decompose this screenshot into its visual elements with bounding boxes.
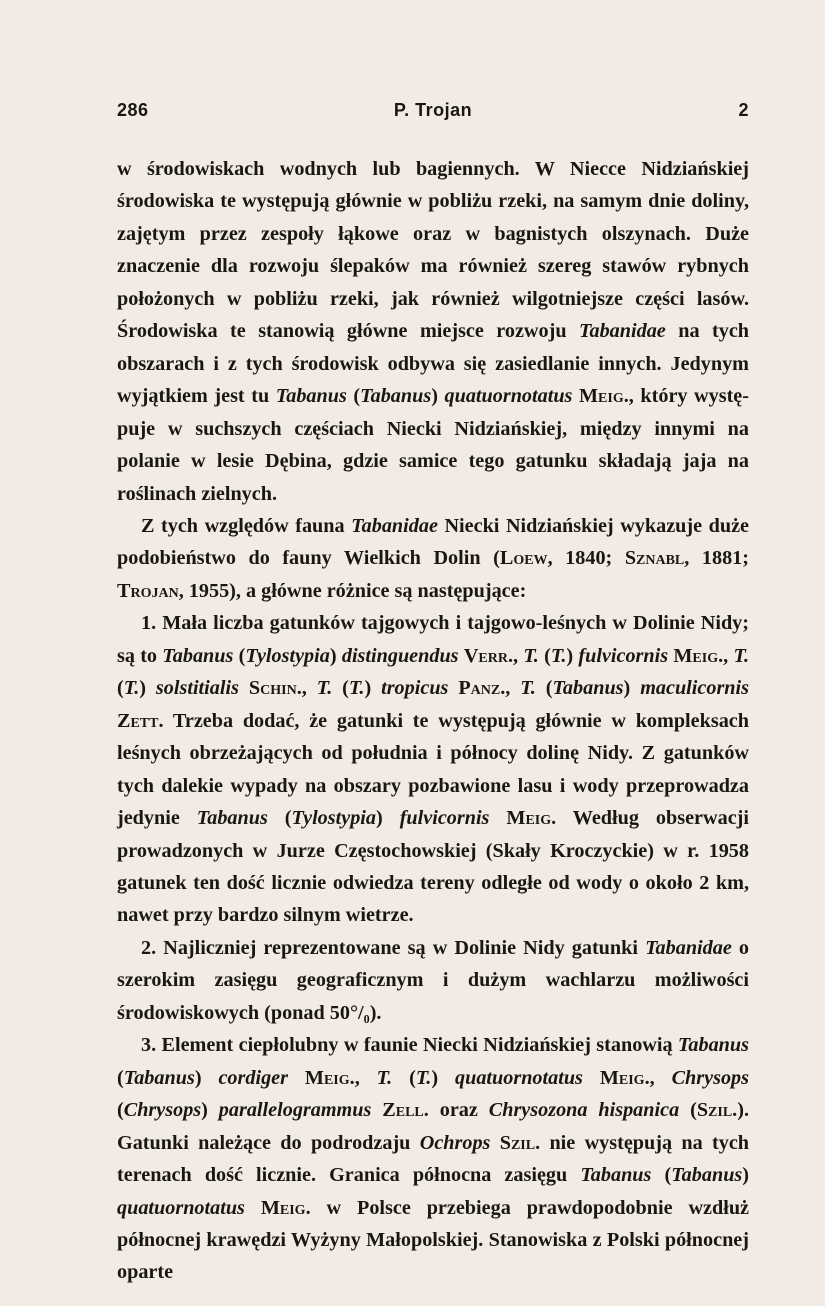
italic-run: T. bbox=[523, 644, 539, 667]
text-run bbox=[489, 807, 506, 829]
italic-run: Tabanus bbox=[196, 807, 268, 830]
text-run bbox=[448, 677, 458, 699]
italic-run: parallelogrammus bbox=[218, 1099, 372, 1122]
text-run: o szerokim zasięgu geograficznym i dużym wachlarzu możliwości środowiskowych (ponad 50°/₀). bbox=[117, 936, 750, 1024]
text-run: ., bbox=[349, 1066, 377, 1089]
text-run: ., bbox=[296, 677, 317, 700]
italic-run: Tylostypia bbox=[245, 644, 330, 667]
smallcaps-run: Meig bbox=[599, 1066, 645, 1089]
text-run: .). Gatunki należące do podrodzaju bbox=[117, 1099, 749, 1154]
italic-run: T. bbox=[123, 677, 140, 700]
italic-run: solstitialis bbox=[155, 677, 239, 700]
smallcaps-run: Panz bbox=[458, 677, 501, 700]
text-run bbox=[239, 677, 249, 699]
italic-run: Tabanidae bbox=[645, 936, 732, 959]
smallcaps-run: Meig bbox=[260, 1196, 306, 1219]
italic-run: Ochrops bbox=[419, 1131, 491, 1154]
italic-run: quatuornotatus bbox=[117, 1196, 245, 1219]
text-run bbox=[490, 1132, 499, 1154]
text-run: ., bbox=[500, 677, 521, 700]
text-run: , 1881; bbox=[684, 547, 749, 570]
italic-run: fulvicornis bbox=[399, 807, 490, 830]
text-run: ) bbox=[329, 644, 342, 667]
italic-run: Tabanidae bbox=[351, 514, 438, 537]
smallcaps-run: Sznabl bbox=[624, 547, 685, 570]
italic-run: fulvicornis bbox=[578, 644, 669, 667]
smallcaps-run: Meig bbox=[304, 1066, 350, 1089]
text-run: , 1840; bbox=[547, 547, 625, 570]
text-run: ( bbox=[332, 677, 349, 700]
text-run bbox=[245, 1197, 261, 1219]
italic-run: Tabanus bbox=[671, 1164, 743, 1187]
body-text bbox=[117, 153, 749, 1289]
text-run: ) bbox=[139, 677, 156, 700]
page-number: 286 bbox=[117, 100, 149, 120]
italic-run: Tabanus bbox=[580, 1164, 652, 1187]
paragraph bbox=[117, 1029, 749, 1289]
text-run: , 1955), a główne różnice są następujące: bbox=[178, 579, 527, 602]
text-run: ( bbox=[117, 1099, 124, 1122]
text-run bbox=[288, 1067, 305, 1089]
smallcaps-run: Zell bbox=[382, 1099, 424, 1122]
text-run: ( bbox=[679, 1099, 697, 1122]
text-run: ., bbox=[507, 644, 524, 667]
smallcaps-run: Schin bbox=[248, 677, 297, 700]
italic-run: T. bbox=[520, 677, 536, 700]
text-run: ) bbox=[742, 1164, 750, 1187]
text-run: ., bbox=[718, 644, 734, 667]
paragraph bbox=[117, 607, 749, 932]
text-run: . Trzeba dodać, że gatunki te występują głównie w kompleksach leśnych obrzeżających od południa i północy dolinę Nidy. Z gatunków tych dalekie wypady na obszary pozbawione lasu i wody przeprowadza jedynie bbox=[117, 709, 749, 830]
italic-run: T. bbox=[316, 677, 333, 700]
text-run: 1. Mała liczba gatunków tajgowych i tajgowo-leśnych w Dolinie Nidy; są to bbox=[117, 612, 749, 667]
text-run: ( bbox=[267, 807, 292, 830]
text-run: ) bbox=[566, 644, 579, 667]
text-run: 3. Element ciepłolubny w faunie Niecki Nidziańskiej stanowią bbox=[141, 1034, 678, 1057]
italic-run: Tabanus bbox=[162, 644, 234, 667]
text-run: ) bbox=[194, 1066, 219, 1089]
text-run: ) bbox=[431, 1066, 455, 1089]
smallcaps-run: Zett bbox=[117, 709, 159, 732]
text-run: ( bbox=[651, 1164, 672, 1187]
text-run bbox=[572, 385, 579, 407]
text-run: . oraz bbox=[423, 1099, 489, 1122]
italic-run: Tabanus bbox=[123, 1066, 195, 1089]
italic-run: Chrysops bbox=[123, 1099, 202, 1122]
smallcaps-run: Trojan bbox=[117, 579, 179, 602]
text-run: 2. Najliczniej reprezentowane są w Dolinie Nidy gatunki bbox=[141, 936, 646, 959]
text-run: ( bbox=[233, 644, 246, 667]
italic-run: distinguendus bbox=[341, 644, 459, 667]
smallcaps-run: Loew bbox=[499, 547, 548, 570]
italic-run: quatuornotatus bbox=[455, 1066, 583, 1089]
text-run bbox=[583, 1067, 600, 1089]
italic-run: Tabanus bbox=[552, 677, 624, 700]
text-run: ( bbox=[346, 385, 361, 408]
smallcaps-run: Szil bbox=[696, 1099, 733, 1122]
text-run: ( bbox=[392, 1066, 416, 1089]
smallcaps-run: Meig bbox=[673, 644, 719, 667]
italic-run: quatuornotatus bbox=[444, 385, 573, 408]
text-run: ( bbox=[117, 1066, 124, 1089]
text-run: na tych obszarach i z tych środowisk odbywa się zasiedlanie innych. Jedynym wyjątkiem jest tu bbox=[117, 320, 750, 408]
volume-number: 2 bbox=[738, 100, 749, 120]
text-run: w środowiskach wodnych lub bagiennych. W Niecce Nidziańskiej środowiska te występują głównie w pobliżu rzeki, na samym dnie doliny, zajętym przez zespoły łąkowe oraz w bagnistych olszynach. Duże znaczenie dla rozwoju ślepaków ma również szereg stawów rybnych położonych w pobliżu rzeki, jak również wilgotniejsze części lasów. Środowiska te stanowią główne miejsce rozwoju bbox=[117, 158, 749, 343]
text-run: ., bbox=[644, 1066, 672, 1089]
smallcaps-run: Meig bbox=[579, 385, 624, 408]
running-author: P. Trojan bbox=[393, 100, 473, 120]
smallcaps-run: Meig bbox=[506, 807, 552, 830]
italic-run: T. bbox=[733, 644, 749, 667]
smallcaps-run: Szil bbox=[499, 1131, 536, 1154]
text-run: ) bbox=[623, 677, 641, 700]
text-run: ( bbox=[538, 644, 551, 667]
italic-run: Chrysops bbox=[671, 1066, 750, 1089]
text-run bbox=[371, 1099, 382, 1121]
text-run: Niecki Nidziańskiej wykazuje duże podobieństwo do fauny Wielkich Dolin ( bbox=[117, 514, 749, 570]
italic-run: Tabanus bbox=[360, 385, 432, 408]
text-run: ) bbox=[431, 385, 445, 408]
italic-run: Tylostypia bbox=[291, 807, 376, 830]
text-run: ) bbox=[376, 807, 400, 830]
italic-run: Tabanus bbox=[275, 385, 347, 408]
paragraph bbox=[117, 932, 749, 1029]
italic-run: Tabanidae bbox=[579, 320, 666, 343]
running-header bbox=[117, 100, 749, 130]
italic-run: Chrysozona hispanica bbox=[488, 1099, 680, 1122]
text-run: ) bbox=[201, 1099, 219, 1122]
paragraph bbox=[117, 153, 749, 510]
text-run: ( bbox=[535, 677, 553, 700]
italic-run: T. bbox=[376, 1066, 393, 1089]
smallcaps-run: Verr bbox=[463, 644, 508, 667]
italic-run: maculicornis bbox=[640, 677, 749, 700]
text-run: ( bbox=[117, 677, 124, 700]
italic-run: T. bbox=[415, 1066, 432, 1089]
italic-run: cordiger bbox=[218, 1066, 288, 1089]
text-run: . Według obserwacji prowadzonych w Jurze Częstochowskiej (Skały Kroczyckie) w r. 1958 gatunek ten dość licznie odwiedza tereny odległe od wody o około 2 km, nawet przy bardzo silnym wietrze. bbox=[117, 807, 749, 927]
text-run: . w Polsce przebiega prawdopodobnie wzdłuż północnej krawędzi Wyżyny Małopolskiej. Stanowiska z Polski północnej oparte bbox=[117, 1196, 750, 1284]
text-run: Z tych względów fauna bbox=[141, 514, 352, 537]
text-run: ) bbox=[364, 677, 382, 700]
text-run: . nie występują na tych terenach dość licznie. Granica północna zasięgu bbox=[117, 1131, 750, 1187]
italic-run: tropicus bbox=[381, 677, 449, 700]
italic-run: Tabanus bbox=[677, 1034, 749, 1057]
italic-run: T. bbox=[348, 677, 365, 700]
italic-run: T. bbox=[550, 644, 567, 667]
paragraph bbox=[117, 510, 749, 607]
text-run: ., który występuje w suchszych częściach Niecki Nidziańskiej, między innymi na polanie w lesie Dębina, gdzie samice tego gatunku składają jaja na roślinach zielnych. bbox=[117, 385, 750, 505]
